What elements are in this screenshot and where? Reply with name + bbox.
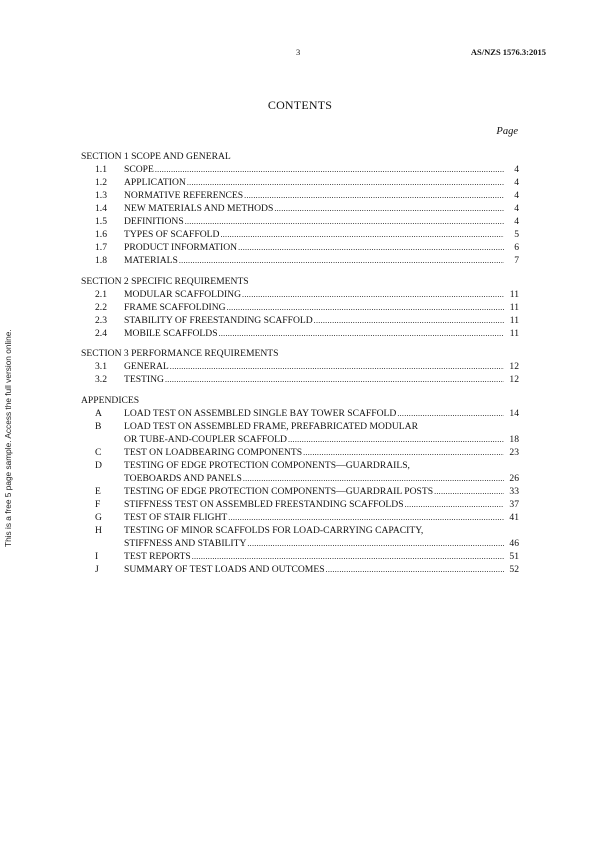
- entry-title: DEFINITIONS: [124, 216, 184, 227]
- toc-entry[interactable]: [81, 485, 519, 498]
- toc-entry[interactable]: [81, 163, 519, 176]
- entry-title: SUMMARY OF TEST LOADS AND OUTCOMES: [124, 563, 325, 575]
- entry-page: 12: [509, 361, 519, 372]
- page-number: 3: [296, 47, 301, 57]
- dot-leader: [244, 189, 504, 202]
- dot-leader: [170, 360, 504, 373]
- toc-entry[interactable]: [81, 433, 519, 446]
- entry-number: B: [95, 420, 102, 432]
- entry-page: 51: [509, 550, 519, 562]
- section-heading: SECTION 3 PERFORMANCE REQUIREMENTS: [81, 348, 279, 359]
- entry-title: TESTING OF MINOR SCAFFOLDS FOR LOAD-CARRYING CAPACITY,: [124, 524, 424, 536]
- entry-number: 2.1: [95, 288, 107, 300]
- toc-entry[interactable]: [81, 241, 519, 254]
- dot-leader: [247, 537, 504, 550]
- toc-entry[interactable]: [81, 254, 519, 267]
- entry-number: 3.1: [95, 361, 107, 372]
- table-of-contents: [81, 150, 519, 583]
- entry-number: H: [95, 524, 102, 536]
- dot-leader: [187, 176, 504, 189]
- entry-title: STIFFNESS AND STABILITY: [124, 537, 247, 549]
- entry-title: TESTING: [124, 374, 164, 385]
- toc-entry[interactable]: [81, 176, 519, 189]
- entry-page: 14: [509, 407, 519, 419]
- entry-page: 4: [514, 216, 519, 227]
- entry-title: TEST REPORTS: [124, 550, 191, 562]
- entry-page: 4: [514, 177, 519, 188]
- toc-entry[interactable]: [81, 446, 519, 459]
- toc-entry[interactable]: [81, 215, 519, 228]
- toc-entry[interactable]: [81, 202, 519, 215]
- dot-leader: [242, 288, 504, 301]
- dot-leader: [220, 228, 504, 241]
- entry-page: 11: [509, 314, 519, 326]
- toc-entry[interactable]: [81, 314, 519, 327]
- entry-number: A: [95, 407, 102, 419]
- entry-number: G: [95, 511, 102, 523]
- entry-number: 1.7: [95, 242, 107, 253]
- toc-entry[interactable]: [81, 228, 519, 241]
- entry-page: 4: [514, 190, 519, 201]
- toc-entry[interactable]: [81, 373, 519, 386]
- entry-page: 33: [509, 485, 519, 497]
- toc-section: [81, 347, 519, 386]
- toc-entry[interactable]: [81, 550, 519, 563]
- entry-title: NEW MATERIALS AND METHODS: [124, 203, 274, 214]
- entry-title: TYPES OF SCAFFOLD: [124, 229, 220, 240]
- entry-page: 52: [509, 563, 519, 575]
- standard-code: AS/NZS 1576.3:2015: [470, 47, 546, 57]
- entry-title: STIFFNESS TEST ON ASSEMBLED FREESTANDING SCAFFOLDS: [124, 498, 404, 510]
- entry-number: 1.8: [95, 255, 107, 266]
- sample-notice: This is a free 5 page sample. Access the full version online.: [3, 329, 13, 547]
- dot-leader: [288, 433, 504, 446]
- entry-page: 12: [509, 374, 519, 385]
- dot-leader: [228, 511, 504, 524]
- dot-leader: [219, 327, 504, 340]
- toc-section: [81, 275, 519, 340]
- entry-title: SCOPE: [124, 164, 154, 175]
- entry-page: 5: [514, 229, 519, 240]
- entry-page: 46: [509, 537, 519, 549]
- toc-entry[interactable]: [81, 420, 519, 433]
- entry-page: 11: [509, 327, 519, 339]
- dot-leader: [405, 498, 504, 511]
- entry-title: MODULAR SCAFFOLDING: [124, 288, 242, 300]
- entry-title: TOEBOARDS AND PANELS: [124, 472, 242, 484]
- entry-page: 4: [514, 164, 519, 175]
- entry-number: 1.1: [95, 164, 107, 175]
- entry-title: TESTING OF EDGE PROTECTION COMPONENTS—GUARDRAILS,: [124, 459, 410, 471]
- toc-entry[interactable]: [81, 288, 519, 301]
- dot-leader: [165, 373, 504, 386]
- dot-leader: [227, 301, 504, 314]
- entry-title: LOAD TEST ON ASSEMBLED SINGLE BAY TOWER SCAFFOLD: [124, 407, 397, 419]
- entry-title: STABILITY OF FREESTANDING SCAFFOLD: [124, 314, 313, 326]
- toc-section: [81, 150, 519, 267]
- toc-entry[interactable]: [81, 301, 519, 314]
- entry-number: 2.3: [95, 314, 107, 326]
- dot-leader: [434, 485, 504, 498]
- section-heading: SECTION 2 SPECIFIC REQUIREMENTS: [81, 275, 249, 287]
- entry-number: F: [95, 498, 101, 510]
- dot-leader: [397, 407, 504, 420]
- entry-number: 3.2: [95, 374, 107, 385]
- section-heading: APPENDICES: [81, 394, 140, 406]
- entry-page: 11: [509, 301, 519, 313]
- entry-page: 41: [509, 511, 519, 523]
- entry-title: MOBILE SCAFFOLDS: [124, 327, 218, 339]
- dot-leader: [314, 314, 504, 327]
- entry-page: 26: [509, 472, 519, 484]
- toc-entry[interactable]: [81, 189, 519, 202]
- entry-page: 18: [509, 433, 519, 445]
- entry-title: LOAD TEST ON ASSEMBLED FRAME, PREFABRICATED MODULAR: [124, 420, 418, 432]
- page-column-label: Page: [496, 126, 518, 137]
- entry-title: FRAME SCAFFOLDING: [124, 301, 226, 313]
- toc-entry[interactable]: [81, 327, 519, 340]
- entry-title: PRODUCT INFORMATION: [124, 242, 238, 253]
- entry-title: NORMATIVE REFERENCES: [124, 190, 244, 201]
- toc-entry[interactable]: [81, 407, 519, 420]
- toc-entry[interactable]: [81, 498, 519, 511]
- entry-number: 1.2: [95, 177, 107, 188]
- entry-number: 1.3: [95, 190, 107, 201]
- dot-leader: [179, 254, 504, 267]
- entry-number: C: [95, 446, 102, 458]
- entry-title: OR TUBE-AND-COUPLER SCAFFOLD: [124, 433, 287, 445]
- entry-title: TEST ON LOADBEARING COMPONENTS: [124, 446, 303, 458]
- entry-title: MATERIALS: [124, 255, 178, 266]
- entry-page: 4: [514, 203, 519, 214]
- toc-entry[interactable]: [81, 511, 519, 524]
- toc-entry[interactable]: [81, 524, 519, 537]
- entry-number: 1.4: [95, 203, 107, 214]
- toc-section: [81, 394, 519, 576]
- dot-leader: [185, 215, 504, 228]
- entry-page: 23: [509, 446, 519, 458]
- toc-entry[interactable]: [81, 563, 519, 576]
- entry-number: 1.5: [95, 216, 107, 227]
- entry-page: 6: [514, 242, 519, 253]
- entry-number: 2.2: [95, 301, 107, 313]
- contents-title: CONTENTS: [267, 98, 333, 112]
- dot-leader: [243, 472, 504, 485]
- entry-page: 7: [514, 255, 519, 266]
- entry-title: GENERAL: [124, 361, 169, 372]
- toc-entry[interactable]: [81, 537, 519, 550]
- entry-title: APPLICATION: [124, 177, 186, 188]
- entry-title: TESTING OF EDGE PROTECTION COMPONENTS—GUARDRAIL POSTS: [124, 485, 434, 497]
- entry-page: 37: [509, 498, 519, 510]
- entry-number: I: [95, 550, 99, 562]
- dot-leader: [326, 563, 504, 576]
- toc-entry[interactable]: [81, 472, 519, 485]
- entry-number: D: [95, 459, 102, 471]
- section-heading: SECTION 1 SCOPE AND GENERAL: [81, 151, 231, 162]
- entry-number: E: [95, 485, 101, 497]
- entry-number: 1.6: [95, 229, 107, 240]
- entry-page: 11: [509, 288, 519, 300]
- dot-leader: [303, 446, 504, 459]
- entry-title: TEST OF STAIR FLIGHT: [124, 511, 228, 523]
- dot-leader: [155, 163, 504, 176]
- dot-leader: [274, 202, 504, 215]
- entry-number: J: [95, 563, 99, 575]
- toc-entry[interactable]: [81, 360, 519, 373]
- entry-number: 2.4: [95, 327, 107, 339]
- dot-leader: [192, 550, 504, 563]
- dot-leader: [238, 241, 504, 254]
- toc-entry[interactable]: [81, 459, 519, 472]
